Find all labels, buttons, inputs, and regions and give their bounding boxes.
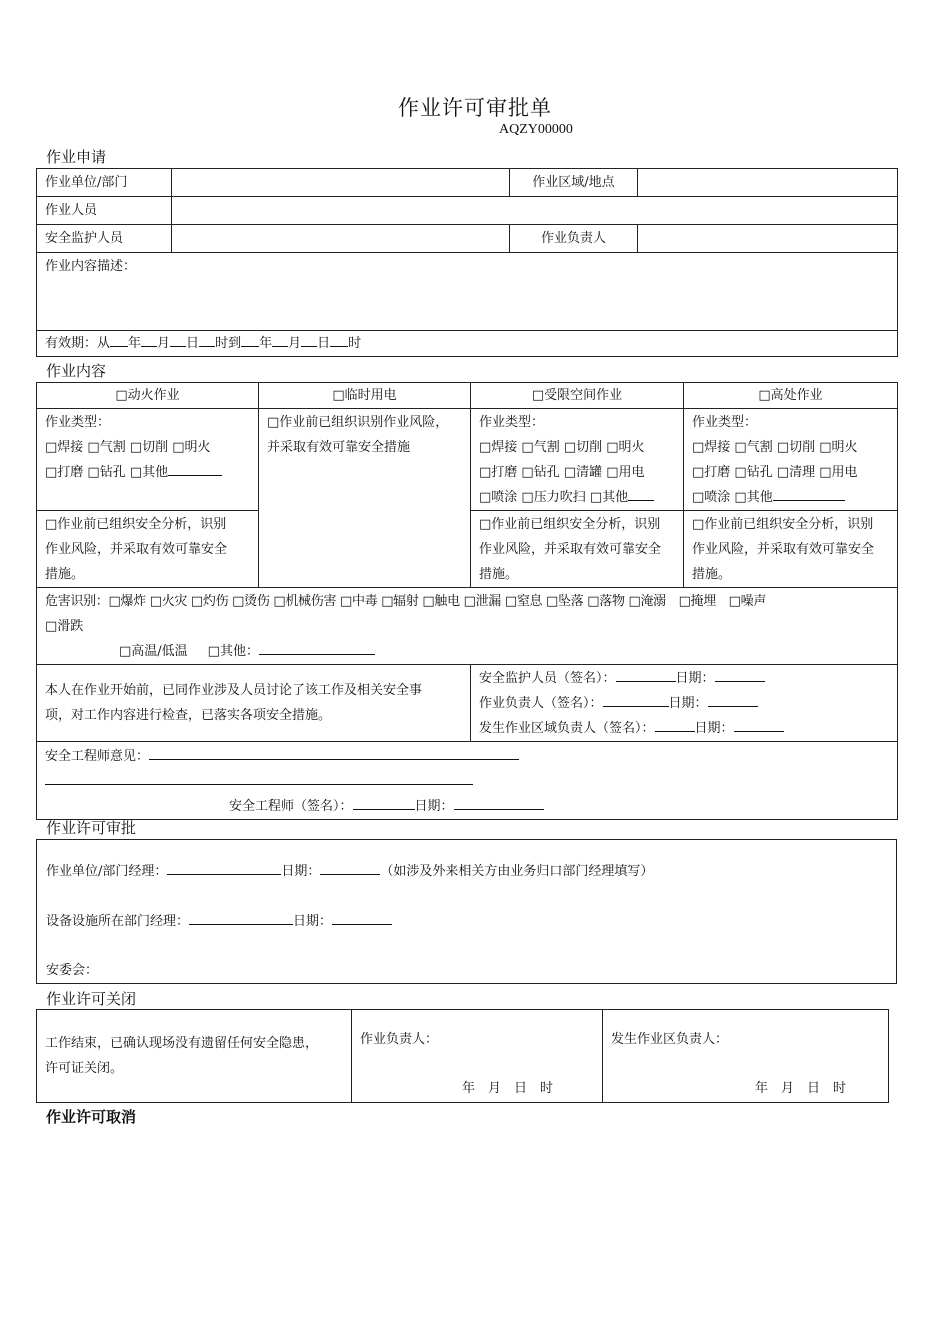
work-content-table <box>36 382 898 820</box>
height-types[interactable] <box>684 409 898 511</box>
approve-note: （如涉及外来相关方由业务归口部门经理填写） <box>380 864 654 879</box>
close-table <box>36 1009 889 1103</box>
other-blank[interactable] <box>773 488 845 501</box>
engineer-opinion-field-2[interactable] <box>45 772 473 785</box>
hazard-other-blank[interactable] <box>259 642 375 655</box>
engineer-sign-label: 安全工程师（签名）： <box>229 799 353 814</box>
leader-sign-field[interactable] <box>603 694 669 707</box>
close-leader-label: 作业负责人： <box>360 1032 439 1047</box>
blank[interactable] <box>110 334 128 347</box>
analysis-line3: 措施。 <box>45 567 85 582</box>
unit-manager-label: 作业单位/部门经理： <box>46 864 168 879</box>
close-statement-line1: 工作结束，已确认现场没有遗留任何安全隐患， <box>45 1036 319 1051</box>
unit-field[interactable] <box>172 169 510 197</box>
analysis-line2: 作业风险，并采取有效可靠安全 <box>479 542 662 557</box>
engineer-opinion[interactable] <box>37 742 898 820</box>
validity-prefix: 有效期：从 <box>45 336 111 351</box>
date-label: 日期： <box>694 721 734 736</box>
date-label: 日期： <box>668 696 708 711</box>
height-types-line3[interactable]: □喷涂 □其他 <box>692 490 773 505</box>
height-types-line2[interactable]: □打磨 □钻孔 □清理 □用电 <box>692 465 858 480</box>
type-label: 作业类型： <box>692 415 758 430</box>
area-label: 作业区域/地点 <box>510 169 638 197</box>
other-blank[interactable] <box>168 463 222 476</box>
hazard-line1[interactable]: 危害识别：□爆炸 □火灾 □灼伤 □烫伤 □机械伤害 □中毒 □辐射 □触电 □泄漏 □窒息 □坠落 □落物 □淹溺 □掩埋 □噪声 <box>45 594 767 609</box>
height-work-checkbox[interactable]: □高处作业 <box>684 383 898 409</box>
analysis-line3: 措施。 <box>479 567 519 582</box>
unit-manager-row <box>46 859 653 884</box>
close-statement <box>37 1010 352 1103</box>
facility-manager-row <box>46 909 392 934</box>
monitor-sign-field[interactable] <box>616 669 676 682</box>
hazard-other[interactable]: □其他： <box>207 644 259 659</box>
monitor-date-field[interactable] <box>715 669 765 682</box>
committee-label: 安委会： <box>46 963 99 978</box>
close-leader-cell[interactable] <box>352 1010 603 1103</box>
blank[interactable] <box>170 334 186 347</box>
confined-types-line1[interactable]: □焊接 □气割 □切削 □明火 <box>479 440 645 455</box>
hazard-temperature[interactable]: □高温/低温 <box>119 644 188 659</box>
close-statement-line2: 许可证关闭。 <box>45 1061 124 1076</box>
validity-day: 日 <box>186 336 200 351</box>
approve-box <box>36 839 897 984</box>
area-field[interactable] <box>638 169 898 197</box>
validity-year2: 年 <box>259 336 273 351</box>
engineer-opinion-label: 安全工程师意见： <box>45 749 150 764</box>
date-label: 日期： <box>293 914 333 929</box>
electric-line2: 并采取有效可靠安全措施 <box>267 440 411 455</box>
engineer-date-label: 日期： <box>414 799 454 814</box>
leader-label: 作业负责人 <box>510 225 638 253</box>
hot-work-types[interactable] <box>37 409 259 511</box>
description-field[interactable] <box>37 253 898 331</box>
analysis-line2: 作业风险，并采取有效可靠安全 <box>692 542 875 557</box>
leader-sign-label: 作业负责人（签名）： <box>479 696 603 711</box>
close-area-leader-cell[interactable] <box>603 1010 889 1103</box>
hazard-identification[interactable] <box>37 588 898 665</box>
declaration-line1: 本人在作业开始前，已同作业涉及人员讨论了该工作及相关安全事 <box>45 683 423 698</box>
monitor-field[interactable] <box>172 225 510 253</box>
type-label: 作业类型： <box>45 415 111 430</box>
height-types-line1[interactable]: □焊接 □气割 □切削 □明火 <box>692 440 858 455</box>
area-leader-date-field[interactable] <box>734 719 784 732</box>
unit-label: 作业单位/部门 <box>37 169 172 197</box>
close-area-datetime: 年 月 日 时 <box>755 1081 847 1096</box>
validity-hour: 时 <box>348 336 362 351</box>
validity-month2: 月 <box>288 336 302 351</box>
monitor-sign-label: 安全监护人员（签名）： <box>479 671 616 686</box>
section-content-heading: 作业内容 <box>46 362 107 380</box>
date-label: 日期： <box>675 671 715 686</box>
hot-work-checkbox[interactable]: □动火作业 <box>37 383 259 409</box>
confined-types-line3[interactable]: □喷涂 □压力吹扫 □其他 <box>479 490 629 505</box>
validity-hour-to: 时到 <box>215 336 242 351</box>
signatures <box>471 665 898 742</box>
facility-manager-field[interactable] <box>189 912 293 925</box>
blank[interactable] <box>141 334 157 347</box>
analysis-line2: 作业风险，并采取有效可靠安全 <box>45 542 228 557</box>
analysis-line1: □作业前已组织安全分析，识别 <box>692 517 874 532</box>
facility-manager-date-field[interactable] <box>332 912 392 925</box>
area-leader-sign-field[interactable] <box>655 719 695 732</box>
confined-analysis[interactable] <box>471 511 684 588</box>
declaration <box>37 665 471 742</box>
validity-row <box>37 331 898 357</box>
type-label: 作业类型： <box>479 415 545 430</box>
personnel-label: 作业人员 <box>37 197 172 225</box>
monitor-label: 安全监护人员 <box>37 225 172 253</box>
personnel-field[interactable] <box>172 197 898 225</box>
engineer-sign-field[interactable] <box>353 797 415 810</box>
analysis-line3: 措施。 <box>692 567 732 582</box>
page-title: 作业许可审批单 <box>398 96 552 120</box>
leader-field[interactable] <box>638 225 898 253</box>
area-leader-sign-label: 发生作业区域负责人（签名）： <box>479 721 655 736</box>
section-approve-heading: 作业许可审批 <box>46 819 137 837</box>
hot-types-line2[interactable]: □打磨 □钻孔 □其他 <box>45 465 169 480</box>
engineer-date-field[interactable] <box>454 797 544 810</box>
height-analysis[interactable] <box>684 511 898 588</box>
unit-manager-field[interactable] <box>167 862 281 875</box>
close-area-leader-label: 发生作业区负责人： <box>611 1032 729 1047</box>
date-label: 日期： <box>281 864 321 879</box>
close-leader-datetime: 年 月 日 时 <box>462 1081 554 1096</box>
description-label: 作业内容描述： <box>45 259 137 274</box>
leader-date-field[interactable] <box>708 694 758 707</box>
section-close-heading: 作业许可关闭 <box>46 990 137 1008</box>
electric-risk-cell[interactable] <box>259 409 471 588</box>
electric-line1: □作业前已组织识别作业风险， <box>267 415 449 430</box>
blank[interactable] <box>330 334 348 347</box>
confined-types-line2[interactable]: □打磨 □钻孔 □清罐 □用电 <box>479 465 645 480</box>
facility-manager-label: 设备设施所在部门经理： <box>46 914 190 929</box>
declaration-line2: 项，对工作内容进行检查，已落实各项安全措施。 <box>45 708 332 723</box>
other-blank[interactable] <box>628 488 654 501</box>
hot-analysis[interactable] <box>37 511 259 588</box>
apply-table <box>36 168 898 357</box>
section-cancel-heading: 作业许可取消 <box>46 1108 137 1126</box>
confined-space-checkbox[interactable]: □受限空间作业 <box>471 383 684 409</box>
hot-types-line1[interactable]: □焊接 □气割 □切削 □明火 <box>45 440 211 455</box>
validity-year: 年 <box>128 336 142 351</box>
analysis-line1: □作业前已组织安全分析，识别 <box>479 517 661 532</box>
blank[interactable] <box>301 334 317 347</box>
hazard-line2[interactable]: □滑跌 <box>45 619 84 634</box>
validity-month: 月 <box>157 336 171 351</box>
form-code: AQZY00000 <box>499 122 573 137</box>
engineer-opinion-field[interactable] <box>149 747 519 760</box>
blank[interactable] <box>241 334 259 347</box>
blank[interactable] <box>199 334 215 347</box>
validity-day2: 日 <box>317 336 331 351</box>
unit-manager-date-field[interactable] <box>320 862 380 875</box>
section-apply-heading: 作业申请 <box>46 148 107 166</box>
temp-electric-checkbox[interactable]: □临时用电 <box>259 383 471 409</box>
analysis-line1: □作业前已组织安全分析，识别 <box>45 517 227 532</box>
blank[interactable] <box>272 334 288 347</box>
confined-types[interactable] <box>471 409 684 511</box>
